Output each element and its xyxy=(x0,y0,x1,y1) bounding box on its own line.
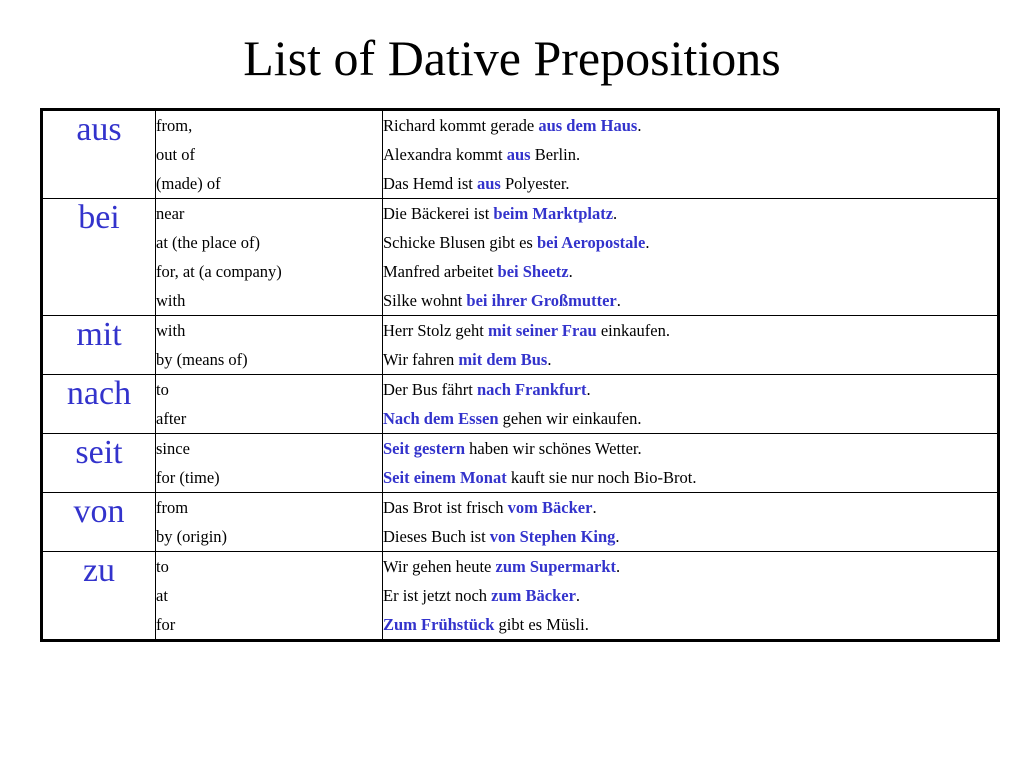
sentence-text: Silke wohnt xyxy=(383,291,467,310)
sentence-text: . xyxy=(592,498,597,517)
example-sentence xyxy=(383,199,997,228)
meaning-cell xyxy=(156,434,383,493)
meaning-cell xyxy=(156,493,383,552)
highlighted-phrase: Zum Frühstück xyxy=(383,615,495,634)
meaning-line: for, at (a company) xyxy=(156,262,282,281)
sentence-text: . xyxy=(616,557,621,576)
example-cell xyxy=(383,375,999,434)
example-sentence xyxy=(383,404,997,433)
sentence-text: Berlin. xyxy=(530,145,581,164)
sentence-text: gibt es Müsli. xyxy=(494,615,589,634)
sentence-text: Wir fahren xyxy=(383,350,459,369)
sentence-text: . xyxy=(547,350,552,369)
example-sentence xyxy=(383,375,997,404)
meaning-line: (made) of xyxy=(156,174,221,193)
example-sentence xyxy=(383,286,997,315)
sentence-text: Die Bäckerei ist xyxy=(383,204,494,223)
sentence-text: . xyxy=(613,204,618,223)
example-sentence xyxy=(383,228,997,257)
sentence-text: Herr Stolz geht xyxy=(383,321,488,340)
meaning-line: with xyxy=(156,321,186,340)
meaning-line: near xyxy=(156,204,185,223)
highlighted-phrase: aus xyxy=(476,174,501,193)
preposition-cell: aus xyxy=(42,110,156,199)
meaning-line: since xyxy=(156,439,190,458)
example-cell xyxy=(383,110,999,199)
preposition-cell: bei xyxy=(42,199,156,316)
sentence-text: haben wir schönes Wetter. xyxy=(465,439,642,458)
example-sentence xyxy=(383,345,997,374)
example-sentence xyxy=(383,169,997,198)
meaning-cell xyxy=(156,199,383,316)
meaning-line: after xyxy=(156,409,187,428)
table-row xyxy=(42,552,999,641)
sentence-text: kauft sie nur noch Bio-Brot. xyxy=(506,468,697,487)
preposition-cell: seit xyxy=(42,434,156,493)
meaning-line: from xyxy=(156,498,189,517)
meaning-line: to xyxy=(156,380,169,399)
highlighted-phrase: Seit gestern xyxy=(383,439,466,458)
preposition-cell: nach xyxy=(42,375,156,434)
meaning-line: at xyxy=(156,586,168,605)
preposition-cell: mit xyxy=(42,316,156,375)
meaning-cell xyxy=(156,110,383,199)
meaning-line: with xyxy=(156,291,186,310)
sentence-text: . xyxy=(575,586,581,605)
sentence-text: . xyxy=(616,291,621,310)
preposition-cell: zu xyxy=(42,552,156,641)
sentence-text: einkaufen. xyxy=(596,321,671,340)
page-title: List of Dative Prepositions xyxy=(243,30,781,86)
meaning-cell xyxy=(156,375,383,434)
example-sentence xyxy=(383,552,997,581)
example-cell xyxy=(383,199,999,316)
meaning-line: by (origin) xyxy=(156,527,228,546)
sentence-text: Schicke Blusen gibt es xyxy=(383,233,537,252)
meaning-line: from, xyxy=(156,116,193,135)
highlighted-phrase: bei Aeropostale xyxy=(536,233,646,252)
sentence-text: Der Bus fährt xyxy=(383,380,477,399)
meaning-cell xyxy=(156,316,383,375)
meaning-line: for xyxy=(156,615,176,634)
sentence-text: Polyester. xyxy=(500,174,570,193)
highlighted-phrase: nach Frankfurt xyxy=(476,380,587,399)
example-sentence xyxy=(383,434,997,463)
example-cell xyxy=(383,316,999,375)
highlighted-phrase: bei Sheetz xyxy=(497,262,569,281)
example-sentence xyxy=(383,493,997,522)
sentence-text: . xyxy=(615,527,620,546)
sentence-text: Richard kommt gerade xyxy=(383,116,539,135)
meaning-line: for (time) xyxy=(156,468,220,487)
preposition-cell: von xyxy=(42,493,156,552)
example-sentence xyxy=(383,522,997,551)
example-sentence xyxy=(383,463,997,492)
meaning-line: at (the place of) xyxy=(156,233,260,252)
meaning-line: by (means of) xyxy=(156,350,248,369)
table-row xyxy=(42,375,999,434)
sentence-text: Das Hemd ist xyxy=(383,174,477,193)
highlighted-phrase: aus xyxy=(506,145,531,164)
highlighted-phrase: Seit einem Monat xyxy=(383,468,507,487)
table-row xyxy=(42,316,999,375)
example-cell xyxy=(383,434,999,493)
example-sentence xyxy=(383,140,997,169)
highlighted-phrase: mit dem Bus xyxy=(458,350,548,369)
prepositions-table xyxy=(40,108,1000,642)
example-cell xyxy=(383,493,999,552)
example-sentence xyxy=(383,581,997,610)
table-row xyxy=(42,434,999,493)
sentence-text: . xyxy=(645,233,650,252)
meaning-line: to xyxy=(156,557,169,576)
table-row xyxy=(42,110,999,199)
highlighted-phrase: zum Bäcker xyxy=(491,586,576,605)
example-sentence xyxy=(383,610,997,639)
highlighted-phrase: bei ihrer Großmutter xyxy=(466,291,617,310)
example-sentence xyxy=(383,257,997,286)
highlighted-phrase: aus dem Haus xyxy=(538,116,638,135)
sentence-text: Alexandra kommt xyxy=(383,145,507,164)
meaning-line: out of xyxy=(156,145,195,164)
sentence-text: Er ist jetzt noch xyxy=(383,586,492,605)
highlighted-phrase: beim Marktplatz xyxy=(493,204,614,223)
highlighted-phrase: Nach dem Essen xyxy=(383,409,499,428)
sentence-text: Manfred arbeitet xyxy=(383,262,498,281)
sentence-text: . xyxy=(568,262,573,281)
highlighted-phrase: zum Supermarkt xyxy=(495,557,617,576)
table-row xyxy=(42,493,999,552)
highlighted-phrase: mit seiner Frau xyxy=(487,321,597,340)
sentence-text: . xyxy=(586,380,591,399)
example-sentence xyxy=(383,111,997,140)
highlighted-phrase: vom Bäcker xyxy=(507,498,593,517)
example-cell xyxy=(383,552,999,641)
sentence-text: . xyxy=(637,116,642,135)
sentence-text: Das Brot ist frisch xyxy=(383,498,508,517)
example-sentence xyxy=(383,316,997,345)
sentence-text: gehen wir einkaufen. xyxy=(498,409,642,428)
sentence-text: Wir gehen heute xyxy=(383,557,496,576)
sentence-text: Dieses Buch ist xyxy=(383,527,490,546)
highlighted-phrase: von Stephen King xyxy=(489,527,616,546)
meaning-cell xyxy=(156,552,383,641)
table-row xyxy=(42,199,999,316)
table-body xyxy=(42,110,999,641)
